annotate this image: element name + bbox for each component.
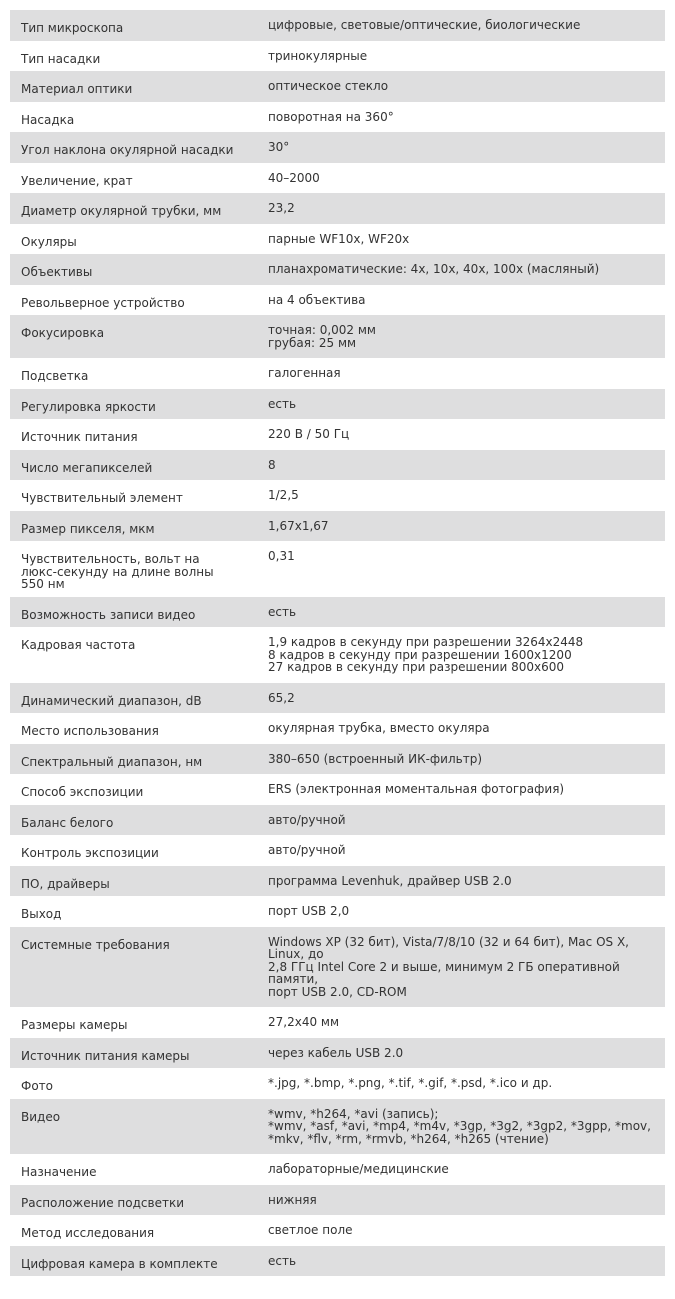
spec-label: Подсветка: [10, 358, 257, 389]
spec-row: [10, 315, 665, 358]
spec-row: [10, 896, 665, 927]
specs-table-body: [10, 10, 665, 1276]
spec-label: Чувствительный элемент: [10, 480, 257, 511]
spec-row: [10, 132, 665, 163]
spec-row: [10, 163, 665, 194]
spec-label: Динамический диапазон, dB: [10, 683, 257, 714]
spec-row: [10, 927, 665, 1008]
spec-row: [10, 835, 665, 866]
spec-row: [10, 1185, 665, 1216]
spec-row: [10, 41, 665, 72]
spec-value: нижняя: [257, 1185, 665, 1216]
spec-value: Windows XP (32 бит), Vista/7/8/10 (32 и 64 бит), Mac OS X, Linux, до 2,8 ГГц Intel Core 2 и выше, минимум 2 ГБ оперативной памяти, порт USB 2.0, CD-ROM: [257, 927, 665, 1008]
spec-row: [10, 1215, 665, 1246]
specs-table: [10, 10, 665, 1276]
spec-label: Баланс белого: [10, 805, 257, 836]
spec-value: есть: [257, 389, 665, 420]
spec-row: [10, 419, 665, 450]
spec-value: 8: [257, 450, 665, 481]
spec-label: Цифровая камера в комплекте: [10, 1246, 257, 1277]
spec-value: окулярная трубка, вместо окуляра: [257, 713, 665, 744]
spec-row: [10, 1246, 665, 1277]
spec-row: [10, 511, 665, 542]
spec-value: парные WF10x, WF20x: [257, 224, 665, 255]
spec-row: [10, 10, 665, 41]
spec-row: [10, 713, 665, 744]
spec-value: светлое поле: [257, 1215, 665, 1246]
spec-value: лабораторные/медицинские: [257, 1154, 665, 1185]
spec-label: Размер пикселя, мкм: [10, 511, 257, 542]
spec-label: Чувствительность, вольт на люкс-секунду на длине волны 550 нм: [10, 541, 257, 597]
spec-value: *.jpg, *.bmp, *.png, *.tif, *.gif, *.psd, *.ico и др.: [257, 1068, 665, 1099]
spec-row: [10, 541, 665, 597]
spec-label: Метод исследования: [10, 1215, 257, 1246]
spec-row: [10, 254, 665, 285]
spec-value: *wmv, *h264, *avi (запись); *wmv, *asf, *avi, *mp4, *m4v, *3gp, *3g2, *3gp2, *3gpp, *mov, *mkv, *flv, *rm, *rmvb, *h264, *h265 (чтение): [257, 1099, 665, 1155]
spec-label: Материал оптики: [10, 71, 257, 102]
spec-value: 27,2x40 мм: [257, 1007, 665, 1038]
spec-label: Объективы: [10, 254, 257, 285]
spec-value: программа Levenhuk, драйвер USB 2.0: [257, 866, 665, 897]
spec-label: Окуляры: [10, 224, 257, 255]
spec-label: Револьверное устройство: [10, 285, 257, 316]
spec-value: на 4 объектива: [257, 285, 665, 316]
spec-value: 0,31: [257, 541, 665, 597]
spec-row: [10, 1038, 665, 1069]
spec-label: Тип насадки: [10, 41, 257, 72]
spec-row: [10, 597, 665, 628]
spec-label: Системные требования: [10, 927, 257, 1008]
spec-row: [10, 774, 665, 805]
spec-label: Видео: [10, 1099, 257, 1155]
spec-row: [10, 1007, 665, 1038]
spec-value: точная: 0,002 мм грубая: 25 мм: [257, 315, 665, 358]
spec-label: Источник питания: [10, 419, 257, 450]
spec-value: авто/ручной: [257, 835, 665, 866]
spec-row: [10, 285, 665, 316]
spec-label: Контроль экспозиции: [10, 835, 257, 866]
spec-label: Размеры камеры: [10, 1007, 257, 1038]
spec-row: [10, 683, 665, 714]
spec-row: [10, 805, 665, 836]
spec-label: Диаметр окулярной трубки, мм: [10, 193, 257, 224]
spec-label: Назначение: [10, 1154, 257, 1185]
spec-value: планахроматические: 4x, 10x, 40x, 100x (масляный): [257, 254, 665, 285]
spec-label: Насадка: [10, 102, 257, 133]
spec-label: Регулировка яркости: [10, 389, 257, 420]
spec-label: ПО, драйверы: [10, 866, 257, 897]
spec-row: [10, 389, 665, 420]
spec-label: Расположение подсветки: [10, 1185, 257, 1216]
spec-value: цифровые, световые/оптические, биологические: [257, 10, 665, 41]
spec-value: 40–2000: [257, 163, 665, 194]
spec-value: 1,9 кадров в секунду при разрешении 3264x2448 8 кадров в секунду при разрешении 1600x1200 27 кадров в секунду при разрешении 800x600: [257, 627, 665, 683]
spec-label: Место использования: [10, 713, 257, 744]
spec-value: через кабель USB 2.0: [257, 1038, 665, 1069]
spec-value: 380–650 (встроенный ИК-фильтр): [257, 744, 665, 775]
spec-value: есть: [257, 1246, 665, 1277]
spec-value: ERS (электронная моментальная фотография): [257, 774, 665, 805]
spec-row: [10, 866, 665, 897]
spec-value: авто/ручной: [257, 805, 665, 836]
spec-label: Выход: [10, 896, 257, 927]
spec-label: Число мегапикселей: [10, 450, 257, 481]
spec-label: Способ экспозиции: [10, 774, 257, 805]
spec-row: [10, 450, 665, 481]
spec-label: Кадровая частота: [10, 627, 257, 683]
spec-label: Фото: [10, 1068, 257, 1099]
spec-label: Источник питания камеры: [10, 1038, 257, 1069]
spec-value: есть: [257, 597, 665, 628]
spec-row: [10, 1068, 665, 1099]
spec-value: 1/2,5: [257, 480, 665, 511]
spec-label: Увеличение, крат: [10, 163, 257, 194]
spec-label: Возможность записи видео: [10, 597, 257, 628]
spec-row: [10, 480, 665, 511]
spec-row: [10, 193, 665, 224]
spec-value: 23,2: [257, 193, 665, 224]
spec-row: [10, 358, 665, 389]
spec-value: порт USB 2,0: [257, 896, 665, 927]
spec-row: [10, 102, 665, 133]
spec-value: тринокулярные: [257, 41, 665, 72]
spec-value: 1,67x1,67: [257, 511, 665, 542]
spec-label: Угол наклона окулярной насадки: [10, 132, 257, 163]
spec-value: 220 В / 50 Гц: [257, 419, 665, 450]
spec-label: Спектральный диапазон, нм: [10, 744, 257, 775]
spec-value: 65,2: [257, 683, 665, 714]
spec-row: [10, 627, 665, 683]
spec-row: [10, 224, 665, 255]
spec-value: 30°: [257, 132, 665, 163]
spec-row: [10, 1099, 665, 1155]
spec-label: Тип микроскопа: [10, 10, 257, 41]
spec-value: галогенная: [257, 358, 665, 389]
spec-row: [10, 1154, 665, 1185]
spec-row: [10, 71, 665, 102]
spec-label: Фокусировка: [10, 315, 257, 358]
spec-value: оптическое стекло: [257, 71, 665, 102]
spec-row: [10, 744, 665, 775]
spec-value: поворотная на 360°: [257, 102, 665, 133]
